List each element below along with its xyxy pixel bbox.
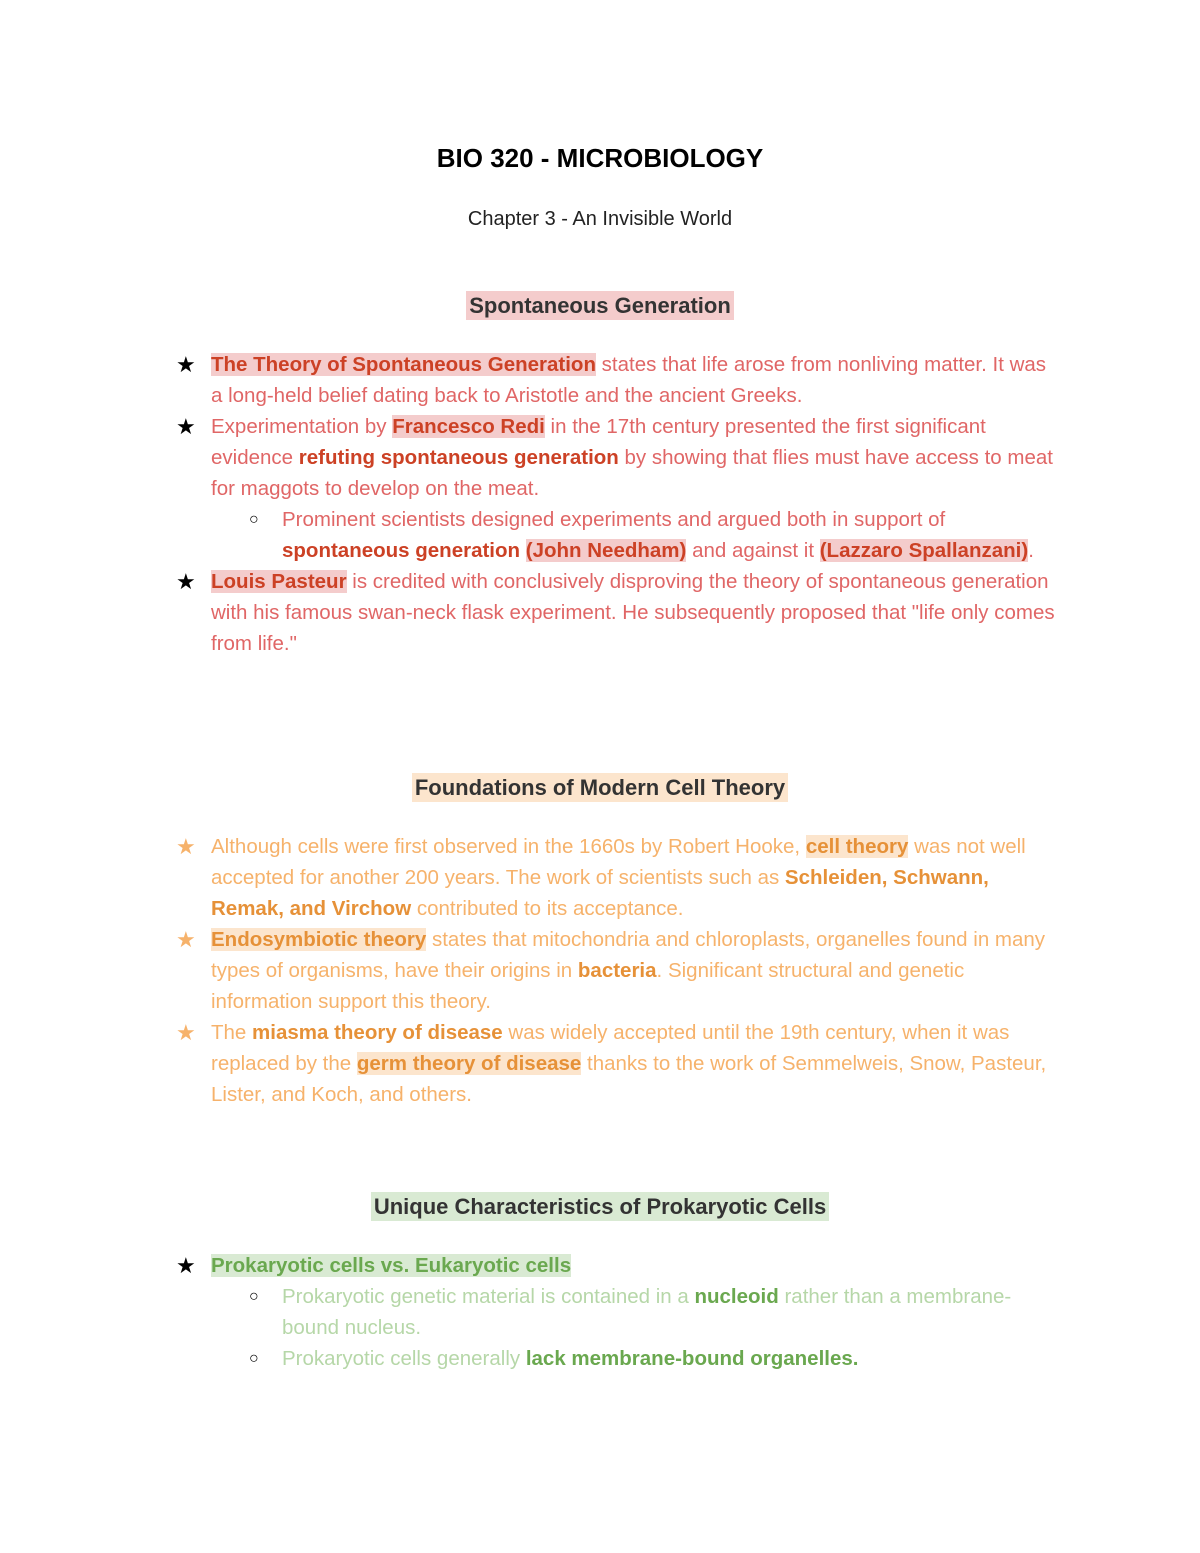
- document-title: BIO 320 - MICROBIOLOGY: [436, 143, 764, 173]
- list-item: ★ Although cells were first observed in the 1660s by Robert Hooke, cell theory was not well accepted for another 200 years. The work of scientists such as Schleiden, Schwann, Remak, and Virchow contributed to its acceptance.: [0, 831, 1061, 924]
- list-item: ★ Prokaryotic cells vs. Eukaryotic cells: [0, 1250, 1061, 1281]
- section-list-cell-theory: [0, 831, 1200, 1110]
- section-list-spontaneous-generation: [0, 349, 1200, 659]
- star-bullet-icon: ★: [176, 352, 196, 377]
- sub-list-item: ○ Prokaryotic genetic material is contained in a nucleoid rather than a membrane-bound nucleus.: [0, 1281, 1062, 1343]
- star-bullet-icon: ★: [176, 414, 196, 439]
- section-list-prokaryotic-cells: [0, 1250, 1200, 1374]
- star-bullet-icon: ★: [176, 569, 196, 594]
- star-bullet-icon: ★: [176, 927, 196, 952]
- list-item: ★ Louis Pasteur is credited with conclusively disproving the theory of spontaneous generation with his famous swan-neck flask experiment. He subsequently proposed that "life only comes from life.": [0, 566, 1061, 659]
- sub-list-item: ○ Prokaryotic cells generally lack membrane-bound organelles.: [0, 1343, 1062, 1374]
- list-item: ★ Experimentation by Francesco Redi in the 17th century presented the first significant evidence refuting spontaneous generation by showing that flies must have access to meat for maggots to develop on the meat.: [0, 411, 1061, 504]
- section-heading-prokaryotic-cells: Unique Characteristics of Prokaryotic Cells: [0, 1194, 1200, 1220]
- document-subtitle: Chapter 3 - An Invisible World: [467, 208, 733, 230]
- section-heading-cell-theory: Foundations of Modern Cell Theory: [0, 775, 1200, 801]
- circle-bullet-icon: ○: [249, 1288, 259, 1305]
- section-heading-spontaneous-generation: Spontaneous Generation: [0, 293, 1200, 319]
- star-bullet-icon: ★: [176, 834, 196, 859]
- circle-bullet-icon: ○: [249, 1350, 259, 1367]
- star-bullet-icon: ★: [176, 1020, 196, 1045]
- list-item: ★ The Theory of Spontaneous Generation states that life arose from nonliving matter. It was a long-held belief dating back to Aristotle and the ancient Greeks.: [0, 349, 1061, 411]
- list-item: ★ Endosymbiotic theory states that mitochondria and chloroplasts, organelles found in many types of organisms, have their origins in bacteria. Significant structural and genetic information support this theory.: [0, 924, 1061, 1017]
- circle-bullet-icon: ○: [249, 511, 259, 528]
- star-bullet-icon: ★: [176, 1253, 196, 1278]
- sub-list-item: ○ Prominent scientists designed experiments and argued both in support of spontaneous generation (John Needham) and against it (Lazzaro Spallanzani).: [0, 504, 1062, 566]
- list-item: ★ The miasma theory of disease was widely accepted until the 19th century, when it was replaced by the germ theory of disease thanks to the work of Semmelweis, Snow, Pasteur, Lister, and Koch, and others.: [0, 1017, 1061, 1110]
